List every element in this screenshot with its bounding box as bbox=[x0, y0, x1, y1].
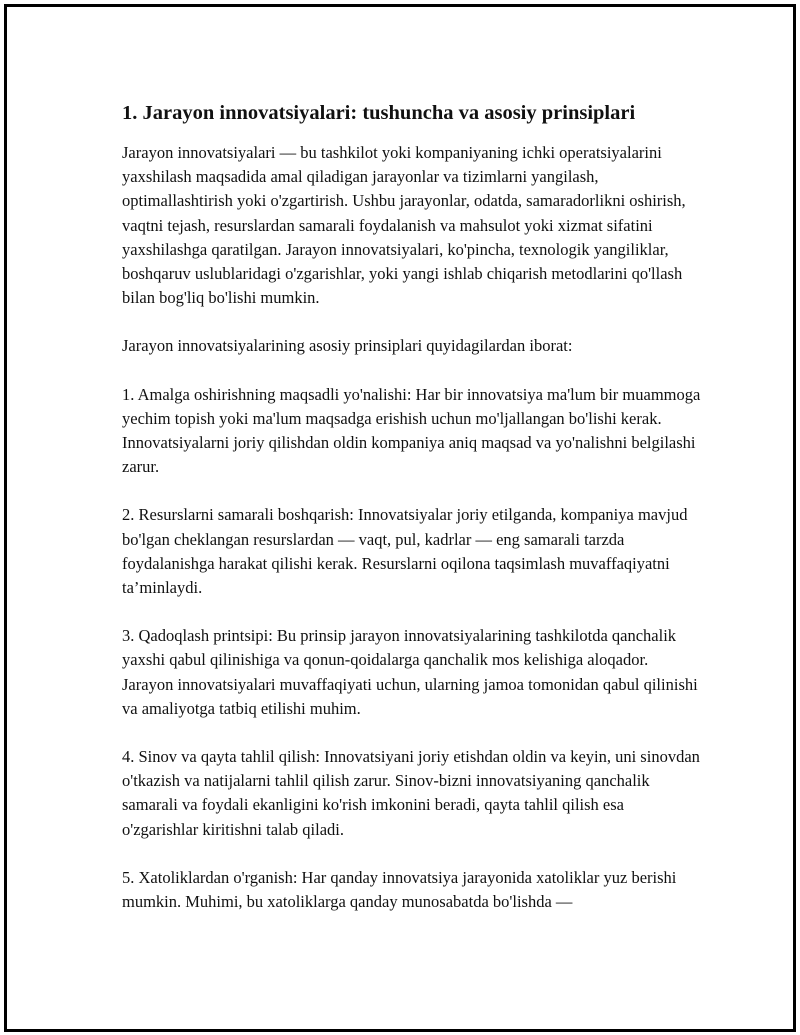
principle-5-paragraph: 5. Xatoliklardan o'rganish: Har qanday innovatsiya jarayonida xatoliklar yuz berishi mumkin. Muhimi, bu xatoliklarga qanday munosabatda bo'lishda — bbox=[122, 867, 677, 912]
principles-lead-paragraph: Jarayon innovatsiyalarining asosiy prinsiplari quyidagilardan iborat: bbox=[122, 336, 573, 356]
document-title: 1. Jarayon innovatsiyalari: tushuncha va asosiy prinsiplari bbox=[122, 102, 636, 124]
principle-4-paragraph: 4. Sinov va qayta tahlil qilish: Innovatsiyani joriy etishdan oldin va keyin, uni sinovdan o'tkazish va natijalarni tahlil qilish zarur. Sinov-bizni innovatsiyaning qanchalik samarali va foydali ekanligini ko'rish imkonini beradi, qayta tahlil qilish esa o'zgarishlar kiritishni talab qiladi. bbox=[122, 747, 700, 839]
principle-3-paragraph: 3. Qadoqlash printsipi: Bu prinsip jarayon innovatsiyalarining tashkilotda qanchalik yaxshi qabul qilinishiga va qonun-qoidalarga qanchalik mos kelishiga aloqador. Jarayon innovatsiyalari muvaffaqiyati uchun, ularning jamoa tomonidan qabul qilinishi va amaliyotga tatbiq etilishi muhim. bbox=[122, 626, 698, 718]
principle-1-paragraph: 1. Amalga oshirishning maqsadli yo'nalishi: Har bir innovatsiya ma'lum bir muammoga yechim topish yoki ma'lum maqsadga erishish uchun mo'ljallangan bo'lishi kerak. Innovatsiyalarni joriy qilishdan oldin kompaniya aniq maqsad va yo'nalishni belgilashi zarur. bbox=[122, 384, 701, 477]
intro-paragraph: Jarayon innovatsiyalari — bu tashkilot yoki kompaniyaning ichki operatsiyalarini yaxshilash maqsadida amal qiladigan jarayonlar va tizimlarni yangilash, optimallashtirish yoki o'zgartirish. Ushbu jarayonlar, odatda, samaradorlikni oshirish, vaqtni tejash, resurslardan samarali foydalanish va mahsulot yoki xizmat sifatini yaxshilashga qaratilgan. Jarayon innovatsiyalari, ko'pincha, texnologik yangiliklar, boshqaruv uslublaridagi o'zgarishlar, yoki yangi ishlab chiqarish metodlarini qo'llash bilan bog'liq bo'lishi mumkin. bbox=[122, 143, 686, 308]
principle-2-paragraph: 2. Resurslarni samarali boshqarish: Innovatsiyalar joriy etilganda, kompaniya mavjud bo'lgan cheklangan resurslardan — vaqt, pul, kadrlar — eng samarali tarzda foydalanishga harakat qilishi kerak. Resurslarni oqilona taqsimlash muvaffaqiyatni ta’minlaydi. bbox=[122, 505, 688, 598]
document-page bbox=[4, 4, 796, 1032]
document-body bbox=[122, 99, 702, 938]
